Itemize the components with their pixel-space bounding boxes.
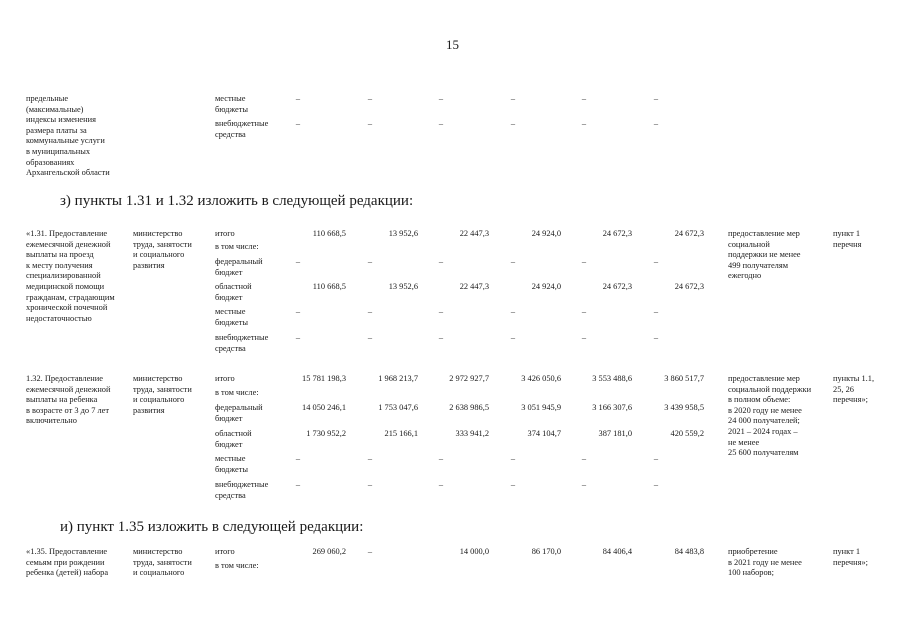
top-src-extra: внебюджетные средства	[215, 119, 269, 139]
heading-i: и) пункт 1.35 изложить в следующей редакции:	[60, 519, 364, 535]
value-cell: 86 170,0	[531, 547, 561, 556]
value-cell: –	[653, 454, 659, 463]
value-cell: –	[367, 119, 373, 128]
page-number: 15	[446, 37, 459, 52]
value-cell: 13 952,6	[388, 229, 418, 238]
value-cell: –	[295, 307, 301, 316]
source-label: федеральный бюджет	[215, 403, 263, 423]
source-label: федеральный бюджет	[215, 257, 263, 277]
item-135-result: приобретение в 2021 году не менее 100 наборов;	[728, 547, 802, 578]
source-label: внебюджетные средства	[215, 333, 269, 353]
value-cell: 374 104,7	[527, 429, 561, 438]
value-cell: –	[438, 94, 444, 103]
source-label: в том числе:	[215, 388, 259, 397]
value-cell: –	[438, 257, 444, 266]
item-135-name: «1.35. Предоставление семьям при рождении ребенка (детей) набора	[26, 547, 109, 578]
value-cell: 387 181,0	[598, 429, 632, 438]
value-cell: –	[510, 454, 516, 463]
item-132-executor: министерство труда, занятости и социального развития	[133, 374, 192, 415]
item-135-ref: пункт 1 перечня»;	[833, 547, 868, 567]
item-132-result: предоставление мер социальной поддержки в полном объеме: в 2020 году не менее 24 000 получателей; 2021 – 2024 годах – не менее 25 600 получателям	[728, 374, 812, 458]
value-cell: –	[581, 480, 587, 489]
value-cell: –	[581, 454, 587, 463]
value-cell: 14 000,0	[459, 547, 489, 556]
value-cell: 84 483,8	[674, 547, 704, 556]
value-cell: –	[653, 307, 659, 316]
value-cell: –	[367, 94, 373, 103]
item-132-name: 1.32. Предоставление ежемесячной денежной выплаты на ребенка в возрасте от 3 до 7 лет включительно	[26, 374, 111, 426]
item-131-result: предоставление мер социальной поддержки не менее 499 получателям ежегодно	[728, 229, 801, 281]
source-label: местные бюджеты	[215, 307, 249, 327]
value-cell: –	[510, 257, 516, 266]
value-cell: 24 672,3	[602, 229, 632, 238]
source-label: в том числе:	[215, 242, 259, 251]
value-cell: –	[367, 307, 373, 316]
value-cell: 2 972 927,7	[449, 374, 489, 383]
value-cell: 22 447,3	[459, 229, 489, 238]
top-name: предельные (максимальные) индексы изменения размера платы за коммунальные услуги в муниципальных образованиях Архангельской области	[26, 94, 110, 178]
value-cell: –	[438, 307, 444, 316]
value-cell: –	[367, 333, 373, 342]
value-cell: –	[653, 480, 659, 489]
value-cell: –	[438, 454, 444, 463]
value-cell: 15 781 198,3	[302, 374, 346, 383]
value-cell: –	[295, 257, 301, 266]
value-cell: –	[653, 257, 659, 266]
value-cell: 333 941,2	[455, 429, 489, 438]
value-cell: 3 860 517,7	[664, 374, 704, 383]
value-cell: –	[295, 119, 301, 128]
value-cell: –	[510, 307, 516, 316]
value-cell: –	[581, 119, 587, 128]
value-cell: –	[581, 307, 587, 316]
value-cell: 24 924,0	[531, 229, 561, 238]
source-label: внебюджетные средства	[215, 480, 269, 500]
value-cell: 3 439 958,5	[664, 403, 704, 412]
value-cell: 110 668,5	[312, 229, 346, 238]
value-cell: 22 447,3	[459, 282, 489, 291]
value-cell: –	[438, 333, 444, 342]
value-cell: –	[510, 480, 516, 489]
value-cell: –	[438, 119, 444, 128]
value-cell: 3 166 307,6	[592, 403, 632, 412]
source-label: местные бюджеты	[215, 454, 249, 474]
top-src-local: местные бюджеты	[215, 94, 249, 114]
value-cell: –	[367, 454, 373, 463]
value-cell: 215 166,1	[384, 429, 418, 438]
value-cell: –	[653, 94, 659, 103]
source-label: областной бюджет	[215, 429, 252, 449]
value-cell: –	[295, 333, 301, 342]
source-label: итого	[215, 374, 235, 383]
value-cell: 14 050 246,1	[302, 403, 346, 412]
value-cell: –	[581, 94, 587, 103]
value-cell: –	[367, 480, 373, 489]
value-cell: –	[581, 257, 587, 266]
value-cell: –	[295, 480, 301, 489]
value-cell: –	[510, 94, 516, 103]
value-cell: –	[653, 333, 659, 342]
value-cell: 3 051 945,9	[521, 403, 561, 412]
value-cell: 2 638 986,5	[449, 403, 489, 412]
value-cell: –	[510, 333, 516, 342]
value-cell: 1 968 213,7	[378, 374, 418, 383]
value-cell: –	[438, 480, 444, 489]
value-cell: 84 406,4	[602, 547, 632, 556]
value-cell: 3 426 050,6	[521, 374, 561, 383]
value-cell: 24 672,3	[602, 282, 632, 291]
value-cell: –	[367, 547, 373, 556]
value-cell: –	[581, 333, 587, 342]
value-cell: –	[653, 119, 659, 128]
item-131-executor: министерство труда, занятости и социального развития	[133, 229, 192, 270]
value-cell: 13 952,6	[388, 282, 418, 291]
source-label: областной бюджет	[215, 282, 252, 302]
value-cell: –	[367, 257, 373, 266]
value-cell: 3 553 488,6	[592, 374, 632, 383]
value-cell: –	[295, 94, 301, 103]
value-cell: 110 668,5	[312, 282, 346, 291]
value-cell: 24 672,3	[674, 229, 704, 238]
value-cell: 1 753 047,6	[378, 403, 418, 412]
source-label: итого	[215, 229, 235, 238]
value-cell: 269 060,2	[312, 547, 346, 556]
item-131-name: «1.31. Предоставление ежемесячной денежной выплаты на проезд к месту получения специализированной медицинской помощи гражданам, страдающим хронической почечной недостаточностью	[26, 229, 115, 323]
value-cell: 24 924,0	[531, 282, 561, 291]
value-cell: –	[510, 119, 516, 128]
item-132-ref: пункты 1.1, 25, 26 перечня»;	[833, 374, 875, 405]
source-label: в том числе:	[215, 561, 259, 570]
value-cell: 24 672,3	[674, 282, 704, 291]
source-label: итого	[215, 547, 235, 556]
item-131-ref: пункт 1 перечня	[833, 229, 862, 249]
item-135-executor: министерство труда, занятости и социального	[133, 547, 192, 578]
value-cell: –	[295, 454, 301, 463]
value-cell: 1 730 952,2	[306, 429, 346, 438]
heading-z: з) пункты 1.31 и 1.32 изложить в следующей редакции:	[60, 193, 414, 209]
value-cell: 420 559,2	[670, 429, 704, 438]
